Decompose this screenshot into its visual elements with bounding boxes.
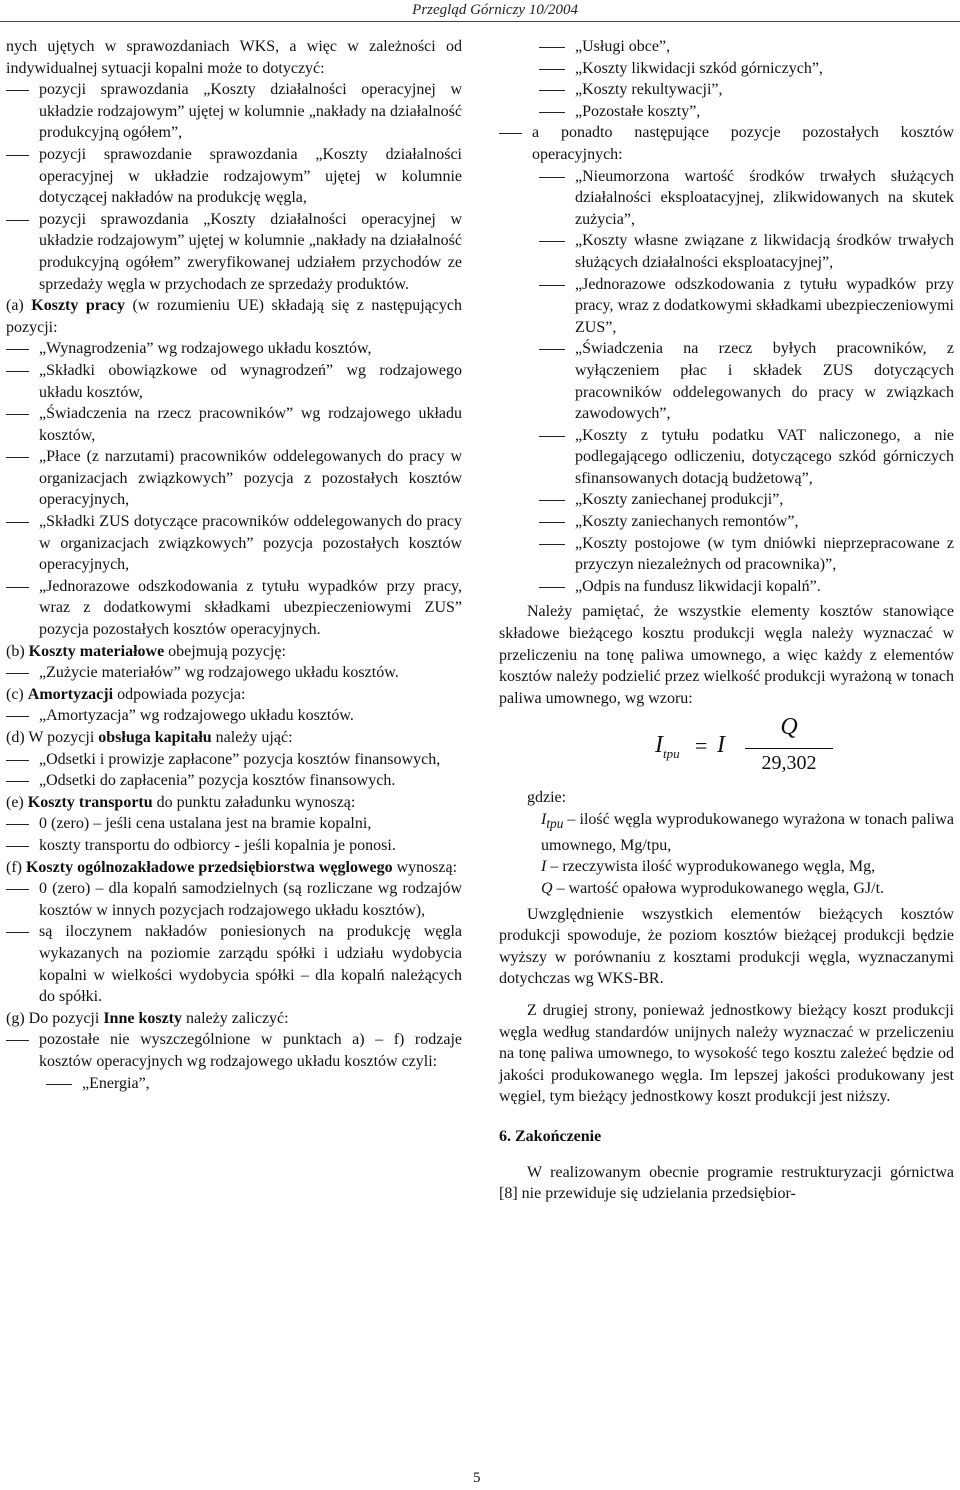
section-f-bold: Koszty ogólnozakładowe przedsiębiorstwa węglowego [25,858,393,876]
section-c-bold: Amortyzacji [27,685,114,703]
formula-denominator: 29,302 [761,752,817,775]
list-item: są iloczynem nakładów poniesionych na produkcję węgla wykazanych na poziomie zarządu spółki i udziału wydobycia kopalni w wielkości wydobycia spółki – dla kopalń należących do spółki. [6,921,462,1007]
section-b-text: obejmują pozycję: [164,642,286,660]
list-item: „Jednorazowe odszkodowania z tytułu wypadków przy pracy, wraz z dodatkowymi składkami ubezpieczeniowymi ZUS” pozycja pozostałych kosztów operacyjnych. [6,576,462,641]
list-item: „Koszty własne związane z likwidacją środków trwałych służących działalności eksploatacyjnej”, [499,230,954,273]
definition-symbol: I [541,858,547,876]
formula-fraction-bar [745,748,833,749]
section-a-prefix: (a) [6,297,32,315]
list-items-f [6,878,462,1008]
list-item: „Wynagrodzenia” wg rodzajowego układu kosztów, [6,338,462,360]
section-f-text: wynoszą: [392,858,458,876]
list-item: pozycji sprawozdanie sprawozdania „Koszty działalności operacyjnej w układzie rodzajowym” ujętej w kolumnie dotyczącej nakładów na produkcję węgla, [6,144,462,209]
list-item: „Odsetki i prowizje zapłacone” pozycja kosztów finansowych, [6,749,462,771]
list-item: pozostałe nie wyszczególnione w punktach a) – f) rodzaje kosztów operacyjnych wg rodzajowego układu kosztów czyli: [6,1029,462,1072]
list-item: 0 (zero) – dla kopalń samodzielnych (są rozliczane wg rodzajów kosztów w innych pozycjach rodzajowego układu kosztów), [6,878,462,921]
definition-subscript: tpu [546,816,564,832]
gdzie-label: gdzie: [527,789,567,807]
section-g-text: należy zaliczyć: [182,1009,289,1027]
section-a-text: (w rozumieniu UE) składają się z następujących pozycji: [6,297,463,336]
list-item: „Płace (z narzutami) pracowników oddelegowanych do pracy w organizacjach związkowych” pozycja z pozostałych kosztów operacyjnych, [6,446,462,511]
page-number: 5 [473,1470,481,1486]
paragraph-3: Z drugiej strony, ponieważ jednostkowy bieżący koszt produkcji węgla według standardów unijnych należy wyznaczać w przeliczeniu na tonę paliwa umownego, to wysokość tego kosztu zależeć będzie od jakości produkowanego węgla. Im lepszej jakości produkowany jest węgiel, tym bieżący jednostkowy koszt produkcji jest niższy. [499,1001,954,1106]
list-sub2 [499,166,954,598]
list-items-g [6,1029,462,1072]
section-e [6,792,462,814]
definition-text: – ilość węgla wyprodukowanego wyrażona w tonach paliwa umownego, Mg/tpu, [541,811,954,854]
list-item: „Składki ZUS dotyczące pracowników oddelegowanych do pracy w organizacjach związkowych” pozycja pozostałych kosztów operacyjnych, [6,511,462,576]
section-g-prefix: (g) Do pozycji [6,1009,104,1027]
formula-lhs-subscript: tpu [663,746,680,762]
list-item: pozycji sprawozdania „Koszty działalności operacyjnej w układzie rodzajowym” ujętej w kolumnie „nakłady na działalność produkcyjną ogółem”, [6,79,462,144]
definition-symbol: I [541,811,547,828]
section-d-prefix: (d) W pozycji [6,729,99,746]
formula-equals: = [695,733,708,759]
definition-symbol: Q [541,879,553,897]
formula [499,715,954,785]
list-item: „Świadczenia na rzecz byłych pracowników, z wyłączeniem płac i składek ZUS dotyczących pracowników oddelegowanych do pracy w związkach zawodowych”, [499,338,954,424]
list-item: „Świadczenia na rzecz pracowników” wg rodzajowego układu kosztów, [6,403,462,446]
definition-item [499,809,954,856]
list-items-c [6,705,462,727]
list-item: „Amortyzacja” wg rodzajowego układu kosztów. [6,705,462,727]
section-c-text: odpowiada pozycja: [113,685,246,703]
paragraph-4: W realizowanym obecnie programie restrukturyzacji górnictwa [8] nie przewiduje się udzielania przedsiębior- [499,1163,954,1203]
list-items-a [6,338,462,640]
list-item: koszty transportu do odbiorcy - jeśli kopalnia je ponosi. [6,835,462,857]
section-a-bold: Koszty pracy [31,297,126,315]
list-items-e [6,813,462,856]
formula-lhs [655,732,680,764]
definition-item [499,856,954,878]
formula-variable: I [717,732,725,759]
list-item: „Składki obowiązkowe od wynagrodzeń” wg rodzajowego układu kosztów, [6,360,462,403]
list-item: „Koszty zaniechanych remontów”, [499,511,954,533]
intro-paragraph: nych ujętych w sprawozdaniach WKS, a więc w zależności od indywidualnej sytuacji kopalni może to dotyczyć: [6,38,462,77]
section-e-text: do punktu załadunku wynoszą: [152,793,356,811]
section-f-prefix: (f) [6,858,26,876]
definition-text: – wartość opałowa wyprodukowanego węgla, GJ/t. [552,879,885,897]
section-b-bold: Koszty materiałowe [28,642,165,660]
section-d-text: należy ująć: [211,729,293,746]
list-item: „Pozostałe koszty”, [499,101,954,123]
section-a [6,295,462,338]
list-sub-g [6,1073,462,1095]
section-g [6,1008,462,1030]
list-item: „Koszty postojowe (w tym dniówki nieprzepracowane z przyczyn niezależnych od pracownika)”, [499,533,954,576]
section-e-bold: Koszty transportu [27,793,153,811]
section-heading: 6. Zakończenie [499,1127,602,1145]
list-item: „Koszty likwidacji szkód górniczych”, [499,58,954,80]
list-items1 [6,79,462,295]
list-items-d [6,749,462,792]
section-b [6,641,462,663]
section-d [6,727,462,749]
formula-lhs-symbol: I [655,732,663,759]
list-item: „Koszty zaniechanej produkcji”, [499,489,954,511]
list-item: „Zużycie materiałów” wg rodzajowego układu kosztów. [6,662,462,684]
section-c [6,684,462,706]
list-item: „Koszty rekultywacji”, [499,79,954,101]
list-item: „Odpis na fundusz likwidacji kopalń”. [499,576,954,598]
list-item: „Energia”, [6,1073,462,1095]
section-b-prefix: (b) [6,642,29,660]
list-item: „Usługi obce”, [499,36,954,58]
definition-text: – rzeczywista ilość wyprodukowanego węgla, Mg, [546,858,876,876]
definitions-list [499,809,954,900]
section-g-bold: Inne koszty [103,1009,182,1027]
section-c-prefix: (c) [6,685,28,703]
list-item: „Odsetki do zapłacenia” pozycja kosztów finansowych. [6,770,462,792]
right-column [499,36,954,1205]
list-item: „Koszty z tytułu podatku VAT naliczonego, a nie podlegającego odliczeniu, dotyczącego szkód górniczych sfinansowanych dotacją budżetową”, [499,425,954,490]
definition-item [499,878,954,900]
list-item: „Nieumorzona wartość środków trwałych służących działalności eksploatacyjnej, zlikwidowanych na skutek zużycia”, [499,166,954,231]
list-item: pozycji sprawozdania „Koszty działalności operacyjnej w układzie rodzajowym” ujętej w kolumnie „nakłady na działalność produkcyjną ogółem” zweryfikowanej udziałem przychodów ze sprzedaży węgla w przychodach ze sprzedaży produktów. [6,209,462,295]
paragraph-1: Należy pamiętać, że wszystkie elementy kosztów stanowiące składowe bieżącego kosztu produkcji węgla należy wyznaczać w przeliczeniu na tonę paliwa umownego, a więc każdy z elementów kosztów należy podzielić przez wielkość produkcji wyrażoną w tonach paliwa umownego, wg wzoru: [499,603,954,707]
paragraph-2: Uwzględnienie wszystkich elementów bieżących kosztów produkcji spowoduje, że poziom kosztów bieżącej produkcji będzie wyższy w porównaniu z kosztami produkcji węgla, wyznaczanymi dotychczas wg WKS-BR. [499,905,954,988]
formula-numerator: Q [780,714,798,741]
journal-title: Przegląd Górniczy 10/2004 [412,2,578,18]
list-item: 0 (zero) – jeśli cena ustalana jest na bramie kopalni, [6,813,462,835]
header-rule [0,21,960,22]
running-header [0,0,960,22]
list-items-b [6,662,462,684]
section-e-prefix: (e) [6,793,28,811]
section-d-bold: obsługa kapitału [98,729,212,746]
list-item: „Jednorazowe odszkodowania z tytułu wypadków przy pracy, wraz z dodatkowymi składkami ubezpieczeniowymi ZUS”, [499,274,954,339]
list-item2: a ponadto następujące pozycje pozostałych kosztów operacyjnych: [499,122,954,165]
section-f [6,857,462,879]
left-column [6,36,462,1094]
list-sub1 [499,36,954,122]
